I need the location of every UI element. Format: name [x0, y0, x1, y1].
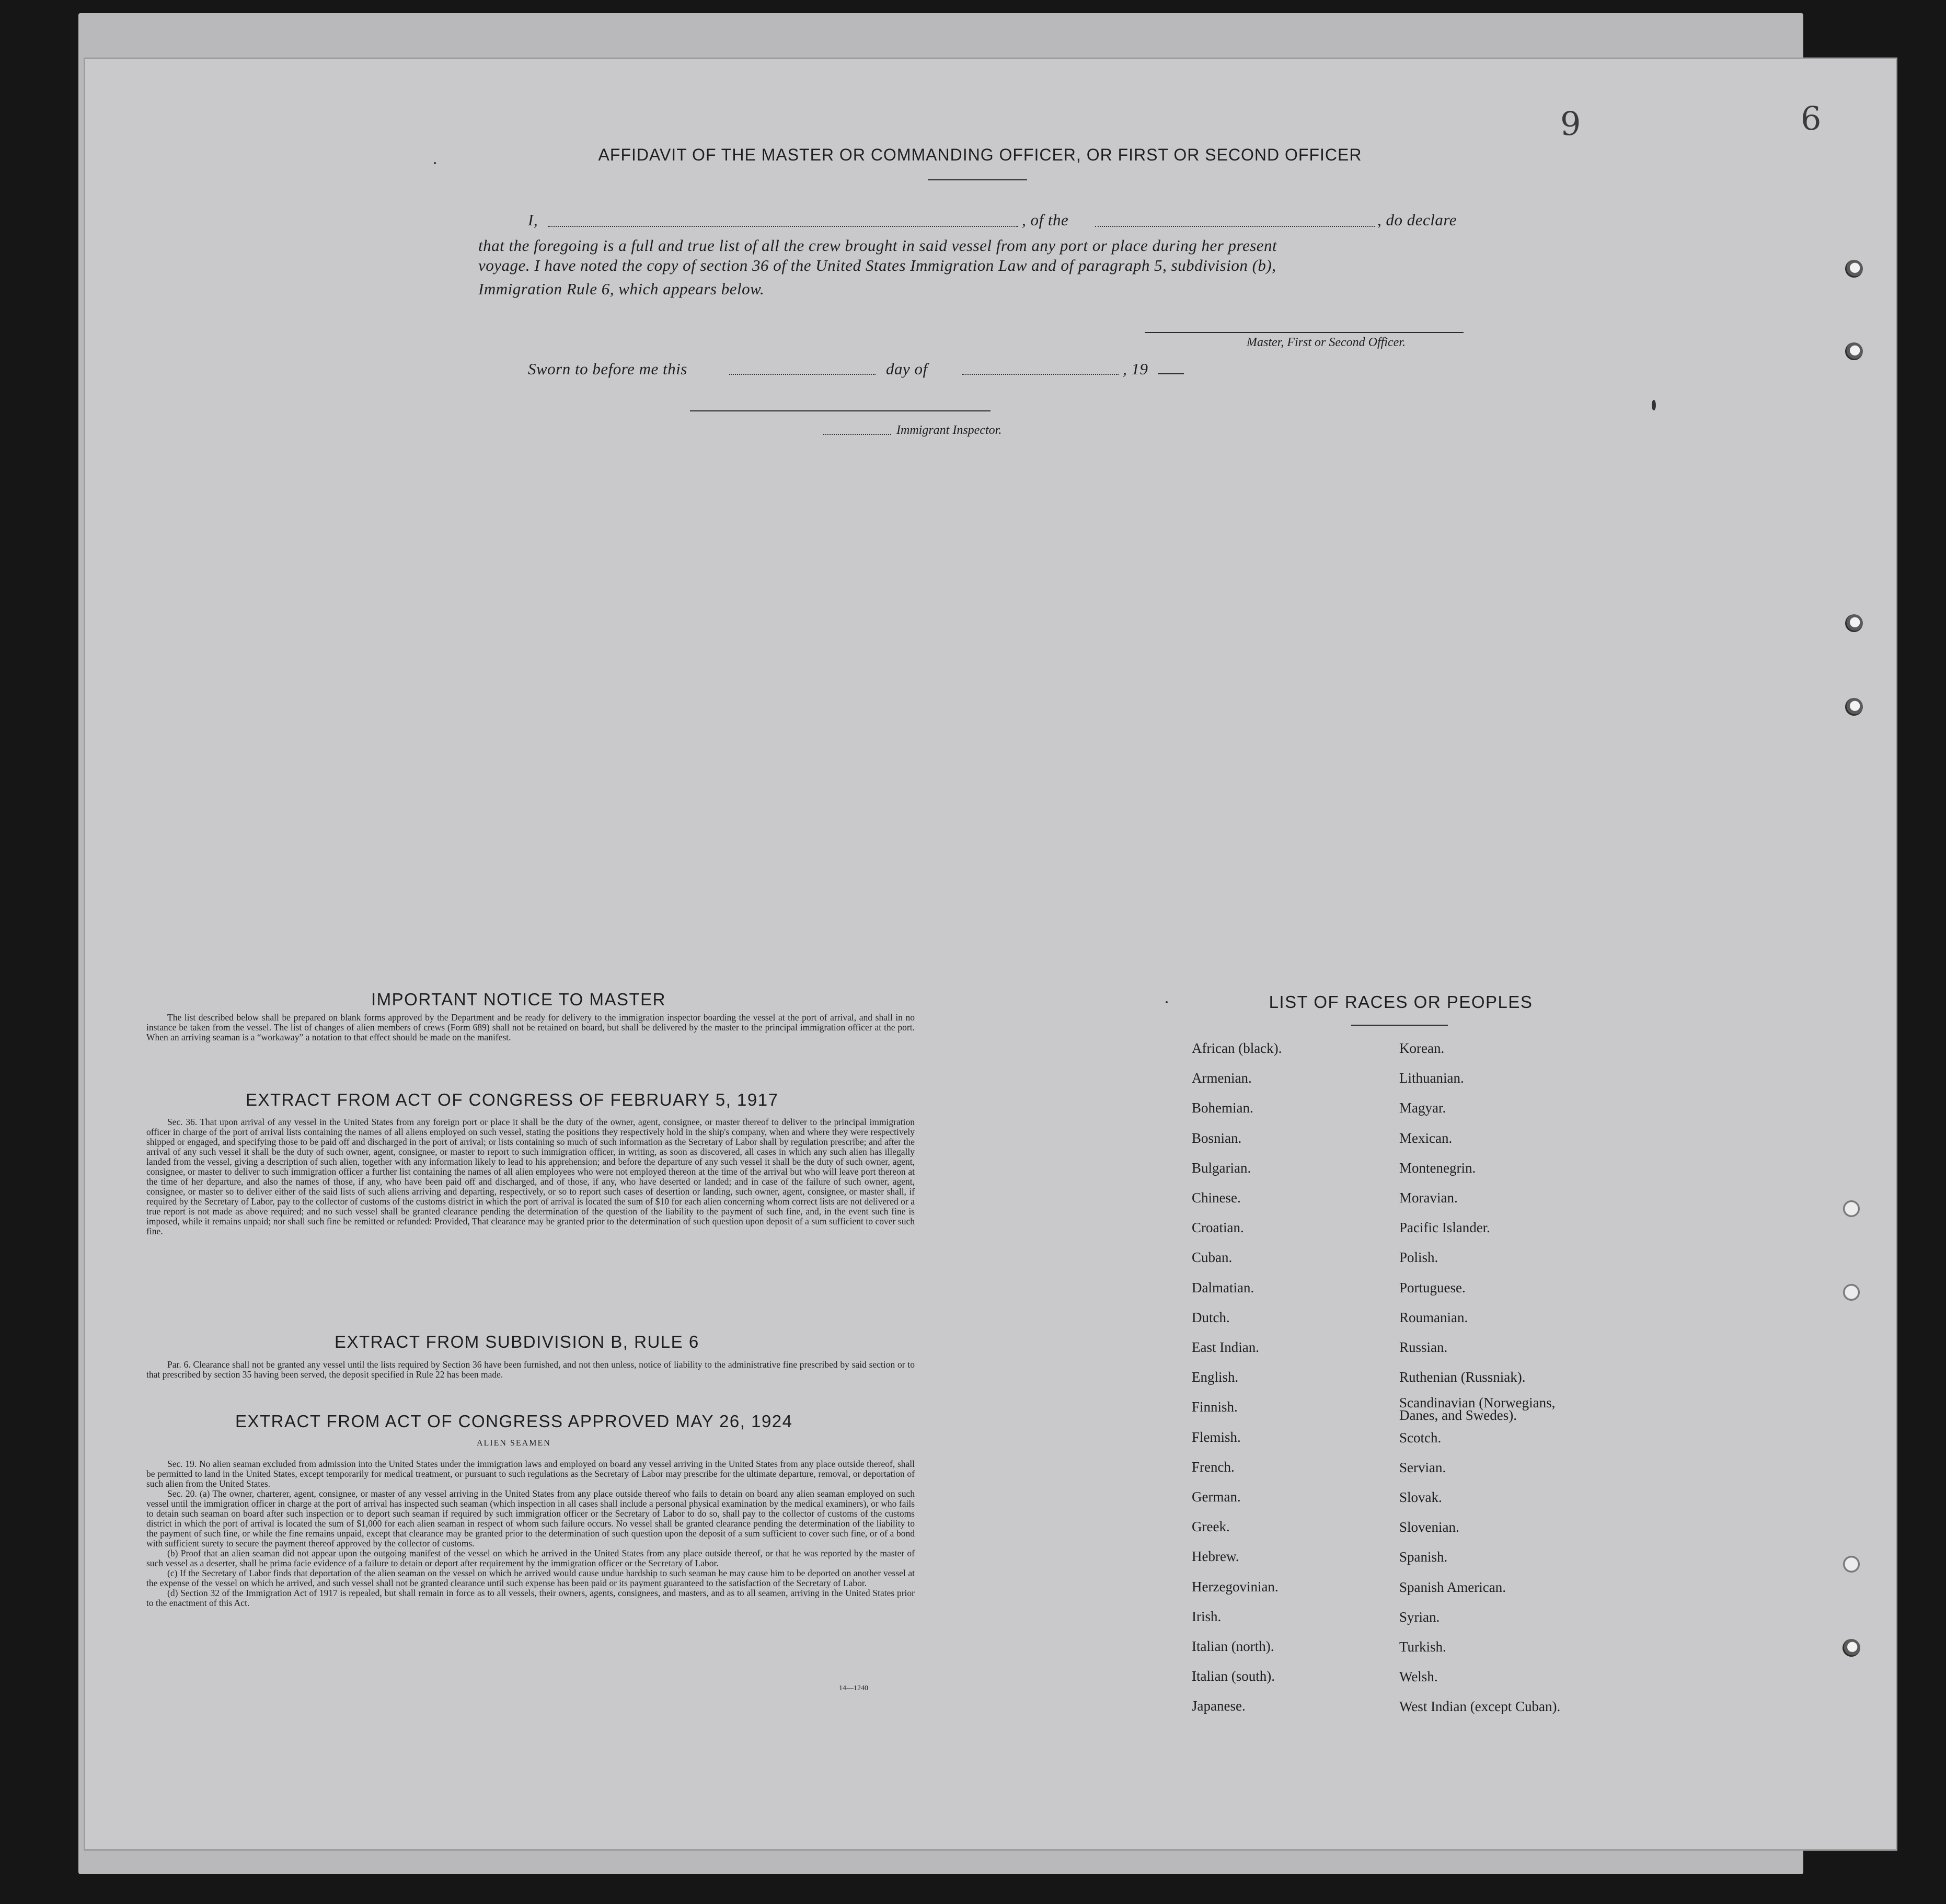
year-blank[interactable] [1158, 373, 1184, 374]
handwritten-mark-right: 6 [1801, 99, 1822, 137]
race-item: Irish. [1192, 1609, 1222, 1624]
race-item: African (black). [1192, 1040, 1282, 1056]
affidavit-line-2: that the foregoing is a full and true list of all the crew brought in said vessel from any port or place during her present [478, 236, 1277, 255]
race-item: French. [1192, 1459, 1235, 1475]
race-item: Hebrew. [1192, 1549, 1239, 1564]
day-of-label: day of [886, 360, 928, 378]
race-item: Montenegrin. [1399, 1160, 1476, 1176]
extract-1917-text: Sec. 36. That upon arrival of any vessel in the United States from any foreign port or place it shall be the duty of the owner, agent, consignee, or master thereof to deliver to the principal immigration officer in charge of the port of arrival lists containing the names of all aliens employed on such vessel, stating the positions they respectively hold in the ship's company, when and where they were respectively shipped or engaged, and specifying those to be paid off and discharged in the port of arrival; or lists containing so much of such information as the Secretary of Labor shall by regulation prescribe; and after the arrival of any such vessel it shall be the duty of such owner, agent, consignee, or master to report to such immigration officer, in writing, as soon as discovered, all cases in which any such alien has illegally landed from the vessel, giving a description of such alien, together with any information likely to lead to his apprehension; and before the departure of any such vessel it shall be the duty of such owner, agent, consignee, or master to deliver to such immigration officer a further list containing the names of all alien employees who were not employed thereon at the time of the arrival but who will leave port thereon at the time of her departure, and also the names of those, if any, who have been paid off and discharged, and of those, if any, who have deserted or landed; and in case of the failure of such owner, agent, consignee, or master so to deliver either of the said lists of such aliens arriving and departing, respectively, or so to report such cases of desertion or landing, such owner, agent, consignee, or master shall, if required by the Secretary of Labor, pay to the collector of customs of the customs district in which the port of arrival is located the sum of $10 for each alien concerning whom correct lists are not delivered or a true report is not made as above required; and no such vessel shall be granted clearance pending the determination of the question of the liability to the payment of such fine, and, in the event such fine is imposed, while it remains unpaid; nor shall such fine be remitted or refunded: Provided, That clearance may be granted prior to the determination of such question upon deposit of a sum sufficient to cover such fine. [146, 1117, 915, 1236]
sworn-day-blank[interactable] [729, 374, 876, 375]
race-item: Russian. [1399, 1339, 1448, 1355]
race-item: Flemish. [1192, 1429, 1241, 1445]
race-item: Lithuanian. [1399, 1070, 1464, 1086]
race-item: Polish. [1399, 1249, 1438, 1265]
affidavit-line-4: Immigration Rule 6, which appears below. [478, 280, 765, 298]
vessel-name-blank[interactable] [1095, 226, 1375, 227]
race-item: Scandinavian (Norwegians, Danes, and Swedes). [1399, 1395, 1556, 1423]
affidavit-i-label: I, [528, 211, 538, 229]
scan-speck [1652, 400, 1656, 410]
extract-1924-title: EXTRACT FROM ACT OF CONGRESS APPROVED MAY 26, 1924 [235, 1412, 793, 1431]
form-number: 14—1240 [839, 1684, 868, 1692]
race-item: Spanish. [1399, 1549, 1448, 1565]
race-item: Slovak. [1399, 1489, 1442, 1505]
race-item: Croatian. [1192, 1220, 1244, 1235]
binder-hole [1843, 1283, 1860, 1301]
master-signature-label: Master, First or Second Officer. [1247, 336, 1406, 349]
race-item: Bulgarian. [1192, 1160, 1251, 1176]
race-item: Herzegovinian. [1192, 1579, 1279, 1595]
race-item: West Indian (except Cuban). [1399, 1699, 1561, 1714]
binder-hole [1845, 698, 1863, 716]
race-item: Japanese. [1192, 1698, 1246, 1714]
race-item: Portuguese. [1399, 1280, 1466, 1295]
race-item: Turkish. [1399, 1639, 1446, 1655]
race-item: Scotch. [1399, 1430, 1442, 1446]
title-underline [928, 179, 1027, 180]
affidavit-of-the-label: , of the [1022, 211, 1069, 229]
year-prefix-label: , 19 [1123, 360, 1148, 378]
important-notice-title: IMPORTANT NOTICE TO MASTER [371, 990, 666, 1009]
race-item: Welsh. [1399, 1669, 1438, 1684]
race-item: Greek. [1192, 1519, 1230, 1534]
binder-hole [1843, 1555, 1860, 1573]
race-item: Armenian. [1192, 1070, 1252, 1086]
race-item: Roumanian. [1399, 1310, 1468, 1325]
important-notice-text: The list described below shall be prepared on blank forms approved by the Department and be ready for delivery to the immigration inspector boarding the vessel at the port of arrival, and shall in no instance be taken from the vessel. The list of changes of alien members of crews (Form 689) shall not be retained on board, but shall be delivered by the master to the principal immigration officer at the port. When an arriving seaman is a “workaway” a notation to that effect should be made on the manifest. [146, 1012, 915, 1042]
binder-hole [1843, 1639, 1860, 1657]
binder-hole [1843, 1200, 1860, 1218]
race-item: Pacific Islander. [1399, 1220, 1490, 1235]
race-item: Italian (north). [1192, 1638, 1274, 1654]
extract-1917-title: EXTRACT FROM ACT OF CONGRESS OF FEBRUARY 5, 1917 [246, 1090, 779, 1109]
sworn-month-blank[interactable] [962, 374, 1119, 375]
races-title-underline [1351, 1025, 1448, 1026]
extract-rule6-title: EXTRACT FROM SUBDIVISION B, RULE 6 [335, 1332, 699, 1351]
binder-hole [1845, 342, 1863, 360]
race-item: Dalmatian. [1192, 1280, 1254, 1295]
race-item: Ruthenian (Russniak). [1399, 1369, 1526, 1385]
extract-1924-text: Sec. 19. No alien seaman excluded from admission into the United States under the immigration laws and employed on board any vessel arriving in the United States from any place outside thereof, shall be permitted to land in the United States, except temporarily for medical treatment, or pursuant to such regulations as the Secretary of Labor may prescribe for the ultimate departure, removal, or deportation of such alien from the United States. Sec. 20. (a) The owner, charterer, agent, consignee, or master of any vessel arriving in the United States from any place outside thereof who fails to detain on board any alien seaman employed on such vessel until the immigration officer in charge at the port of arrival has inspected such seaman (which inspection in all cases shall include a personal physical examination by the medical examiners), or who fails to detain such seaman on board after such inspection or to deport such seaman if required by such immigration officer or the Secretary of Labor to do so, shall pay to the collector of customs of the customs district in which the port of arrival is located the sum of $1,000 for each alien seaman in respect of whom such failure occurs. No vessel shall be granted clearance pending the determination of the liability to the payment of such fine, or while the fine remains unpaid, except that clearance may be granted prior to the determination of such question upon the deposit of a sum sufficient to cover such fine, or of a bond with sufficient surety to secure the payment thereof approved by the collector of customs. (b) Proof that an alien seaman did not appear upon the outgoing manifest of the vessel on which he arrived in the United States from any place outside thereof, or that he was reported by the master of such vessel as a deserter, shall be prima facie evidence of a failure to detain or deport after requirement by the immigration officer or the Secretary of Labor. (c) If the Secretary of Labor finds that deportation of the alien seaman on the vessel on which he arrived would cause undue hardship to such seaman he may cause him to be deported on another vessel at the expense of the vessel on which he arrived, and such vessel shall not be granted clearance until such expense has been paid or its payment guaranteed to the satisfaction of the Secretary of Labor. (d) Section 32 of the Immigration Act of 1917 is repealed, but shall remain in force as to all vessels, their owners, agents, consignees, and masters, and as to all seamen, arriving in the United States prior to the enactment of this Act. [146, 1459, 915, 1608]
binder-hole [1845, 260, 1863, 278]
race-item: English. [1192, 1369, 1239, 1385]
race-item: Syrian. [1399, 1609, 1440, 1625]
race-item: Bosnian. [1192, 1130, 1242, 1146]
inspector-signature-label: Immigrant Inspector. [896, 423, 1002, 437]
extract-rule6-text: Par. 6. Clearance shall not be granted any vessel until the lists required by Section 36 have been furnished, and not then unless, notice of liability to the administrative fine prescribed by said section or to that prescribed by section 35 having been served, the deposit specified in Rule 22 has been made. [146, 1359, 915, 1380]
race-item: East Indian. [1192, 1339, 1259, 1355]
race-item: Chinese. [1192, 1190, 1241, 1206]
affidavit-line-3: voyage. I have noted the copy of section 36 of the United States Immigration Law and of paragraph 5, subdivision (b), [478, 256, 1276, 274]
races-list-title: LIST OF RACES OR PEOPLES [1269, 992, 1533, 1012]
alien-seamen-subtitle: ALIEN SEAMEN [477, 1439, 551, 1448]
race-item: Slovenian. [1399, 1519, 1459, 1535]
master-signature-line[interactable] [1145, 332, 1464, 333]
handwritten-mark-left: 9 [1560, 105, 1581, 143]
race-item: Bohemian. [1192, 1100, 1253, 1116]
race-item: Cuban. [1192, 1249, 1233, 1265]
race-item: German. [1192, 1489, 1241, 1505]
race-item: Spanish American. [1399, 1579, 1506, 1595]
binder-hole [1845, 614, 1863, 632]
affidavit-do-declare-label: , do declare [1377, 211, 1457, 229]
race-item: Finnish. [1192, 1399, 1238, 1415]
inspector-signature-line[interactable] [690, 410, 991, 411]
race-item: Dutch. [1192, 1310, 1230, 1325]
sworn-label: Sworn to before me this [528, 360, 687, 378]
race-item: Italian (south). [1192, 1668, 1275, 1684]
race-item: Moravian. [1399, 1190, 1458, 1206]
race-item: Magyar. [1399, 1100, 1446, 1116]
affidavit-title: AFFIDAVIT OF THE MASTER OR COMMANDING OFFICER, OR FIRST OR SECOND OFFICER [598, 145, 1362, 164]
race-item: Servian. [1399, 1460, 1446, 1475]
race-item: Mexican. [1399, 1130, 1453, 1146]
race-item: Korean. [1399, 1040, 1445, 1056]
scan-speck [434, 162, 436, 164]
scan-speck [1166, 1001, 1168, 1003]
officer-name-blank[interactable] [548, 226, 1018, 227]
